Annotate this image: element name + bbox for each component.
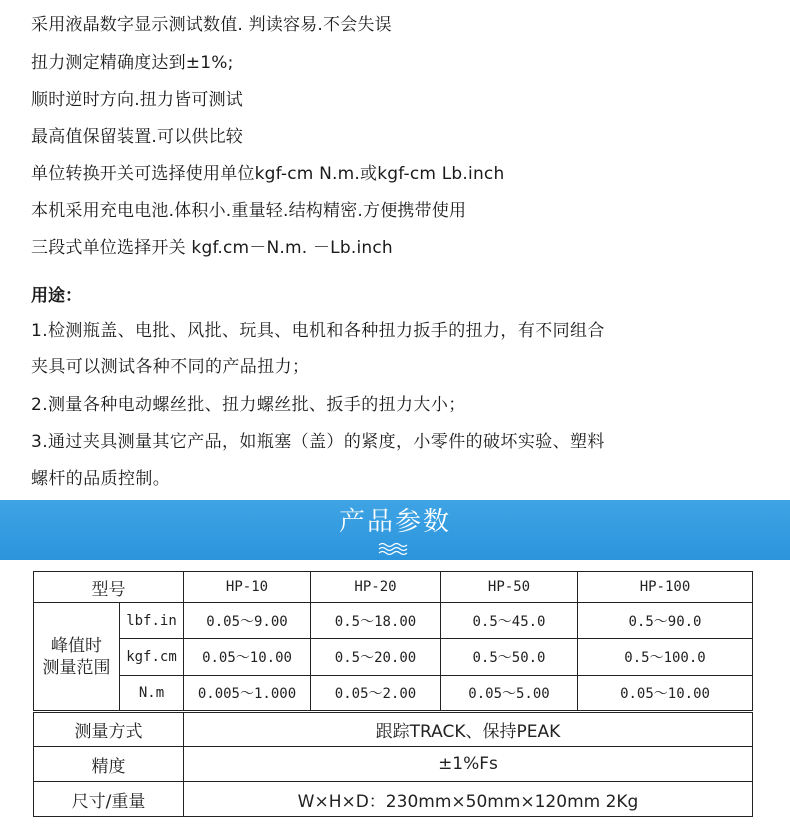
value-cell: 0.05～9.00 xyxy=(184,603,311,639)
value-cell: 0.05～2.00 xyxy=(311,676,441,712)
method-value: 跟踪TRACK、保持PEAK xyxy=(184,712,753,747)
value-cell: 0.5～50.0 xyxy=(441,639,578,676)
usage-line: 夹具可以测试各种不同的产品扭力； xyxy=(31,357,310,377)
table-row xyxy=(34,639,753,676)
model-label: 型号 xyxy=(34,572,184,603)
banner-title: 产品参数 xyxy=(338,507,451,537)
feature-item: 单位转换开关可选择使用单位kgf-cm N.m.或kgf-cm Lb.inch xyxy=(31,164,505,184)
value-cell: 0.5～100.0 xyxy=(578,639,753,676)
value-cell: 0.05～10.00 xyxy=(578,676,753,712)
usage-line: 螺杆的品质控制。 xyxy=(31,469,171,489)
value-cell: 0.005～1.000 xyxy=(184,676,311,712)
spec-table xyxy=(33,571,753,817)
table-row xyxy=(34,676,753,712)
value-cell: 0.5～20.00 xyxy=(311,639,441,676)
value-cell: 0.05～10.00 xyxy=(184,639,311,676)
wave-icon xyxy=(378,542,408,556)
section-banner xyxy=(0,500,790,560)
feature-item: 顺时逆时方向.扭力皆可测试 xyxy=(31,90,244,110)
unit-cell: kgf.cm xyxy=(120,639,184,676)
usage-line: 2.测量各种电动螺丝批、扭力螺丝批、扳手的扭力大小； xyxy=(31,395,466,415)
value-cell: 0.5～90.0 xyxy=(578,603,753,639)
feature-item: 三段式单位选择开关 kgf.cm－N.m. －Lb.inch xyxy=(31,238,393,258)
range-label-line2: 测量范围 xyxy=(42,657,111,678)
feature-item: 采用液晶数字显示测试数值. 判读容易.不会失误 xyxy=(31,15,392,35)
unit-cell: N.m xyxy=(120,676,184,712)
unit-cell: lbf.in xyxy=(120,603,184,639)
model-cell: HP-100 xyxy=(578,572,753,603)
size-value: W×H×D：230mm×50mm×120mm 2Kg xyxy=(184,782,753,817)
range-label xyxy=(34,603,120,712)
feature-item: 扭力测定精确度达到±1%; xyxy=(31,53,234,73)
table-row xyxy=(34,603,753,639)
table-row xyxy=(34,747,753,782)
table-row xyxy=(34,572,753,603)
usage-line: 3.通过夹具测量其它产品，如瓶塞（盖）的紧度，小零件的破坏实验、塑料 xyxy=(31,432,605,452)
table-row xyxy=(34,712,753,747)
usage-line: 1.检测瓶盖、电批、风批、玩具、电机和各种扭力扳手的扭力，有不同组合 xyxy=(31,321,605,341)
method-label: 测量方式 xyxy=(34,712,184,747)
model-cell: HP-50 xyxy=(441,572,578,603)
table-row xyxy=(34,782,753,817)
range-label-line1: 峰值时 xyxy=(51,635,102,656)
model-cell: HP-20 xyxy=(311,572,441,603)
value-cell: 0.5～18.00 xyxy=(311,603,441,639)
value-cell: 0.05～5.00 xyxy=(441,676,578,712)
model-cell: HP-10 xyxy=(184,572,311,603)
size-label: 尺寸/重量 xyxy=(34,782,184,817)
feature-item: 最高值保留装置.可以供比较 xyxy=(31,127,244,147)
feature-item: 本机采用充电电池.体积小.重量轻.结构精密.方便携带使用 xyxy=(31,201,467,221)
accuracy-label: 精度 xyxy=(34,747,184,782)
accuracy-value: ±1%Fs xyxy=(184,747,753,782)
value-cell: 0.5～45.0 xyxy=(441,603,578,639)
usage-heading: 用途： xyxy=(31,286,82,306)
